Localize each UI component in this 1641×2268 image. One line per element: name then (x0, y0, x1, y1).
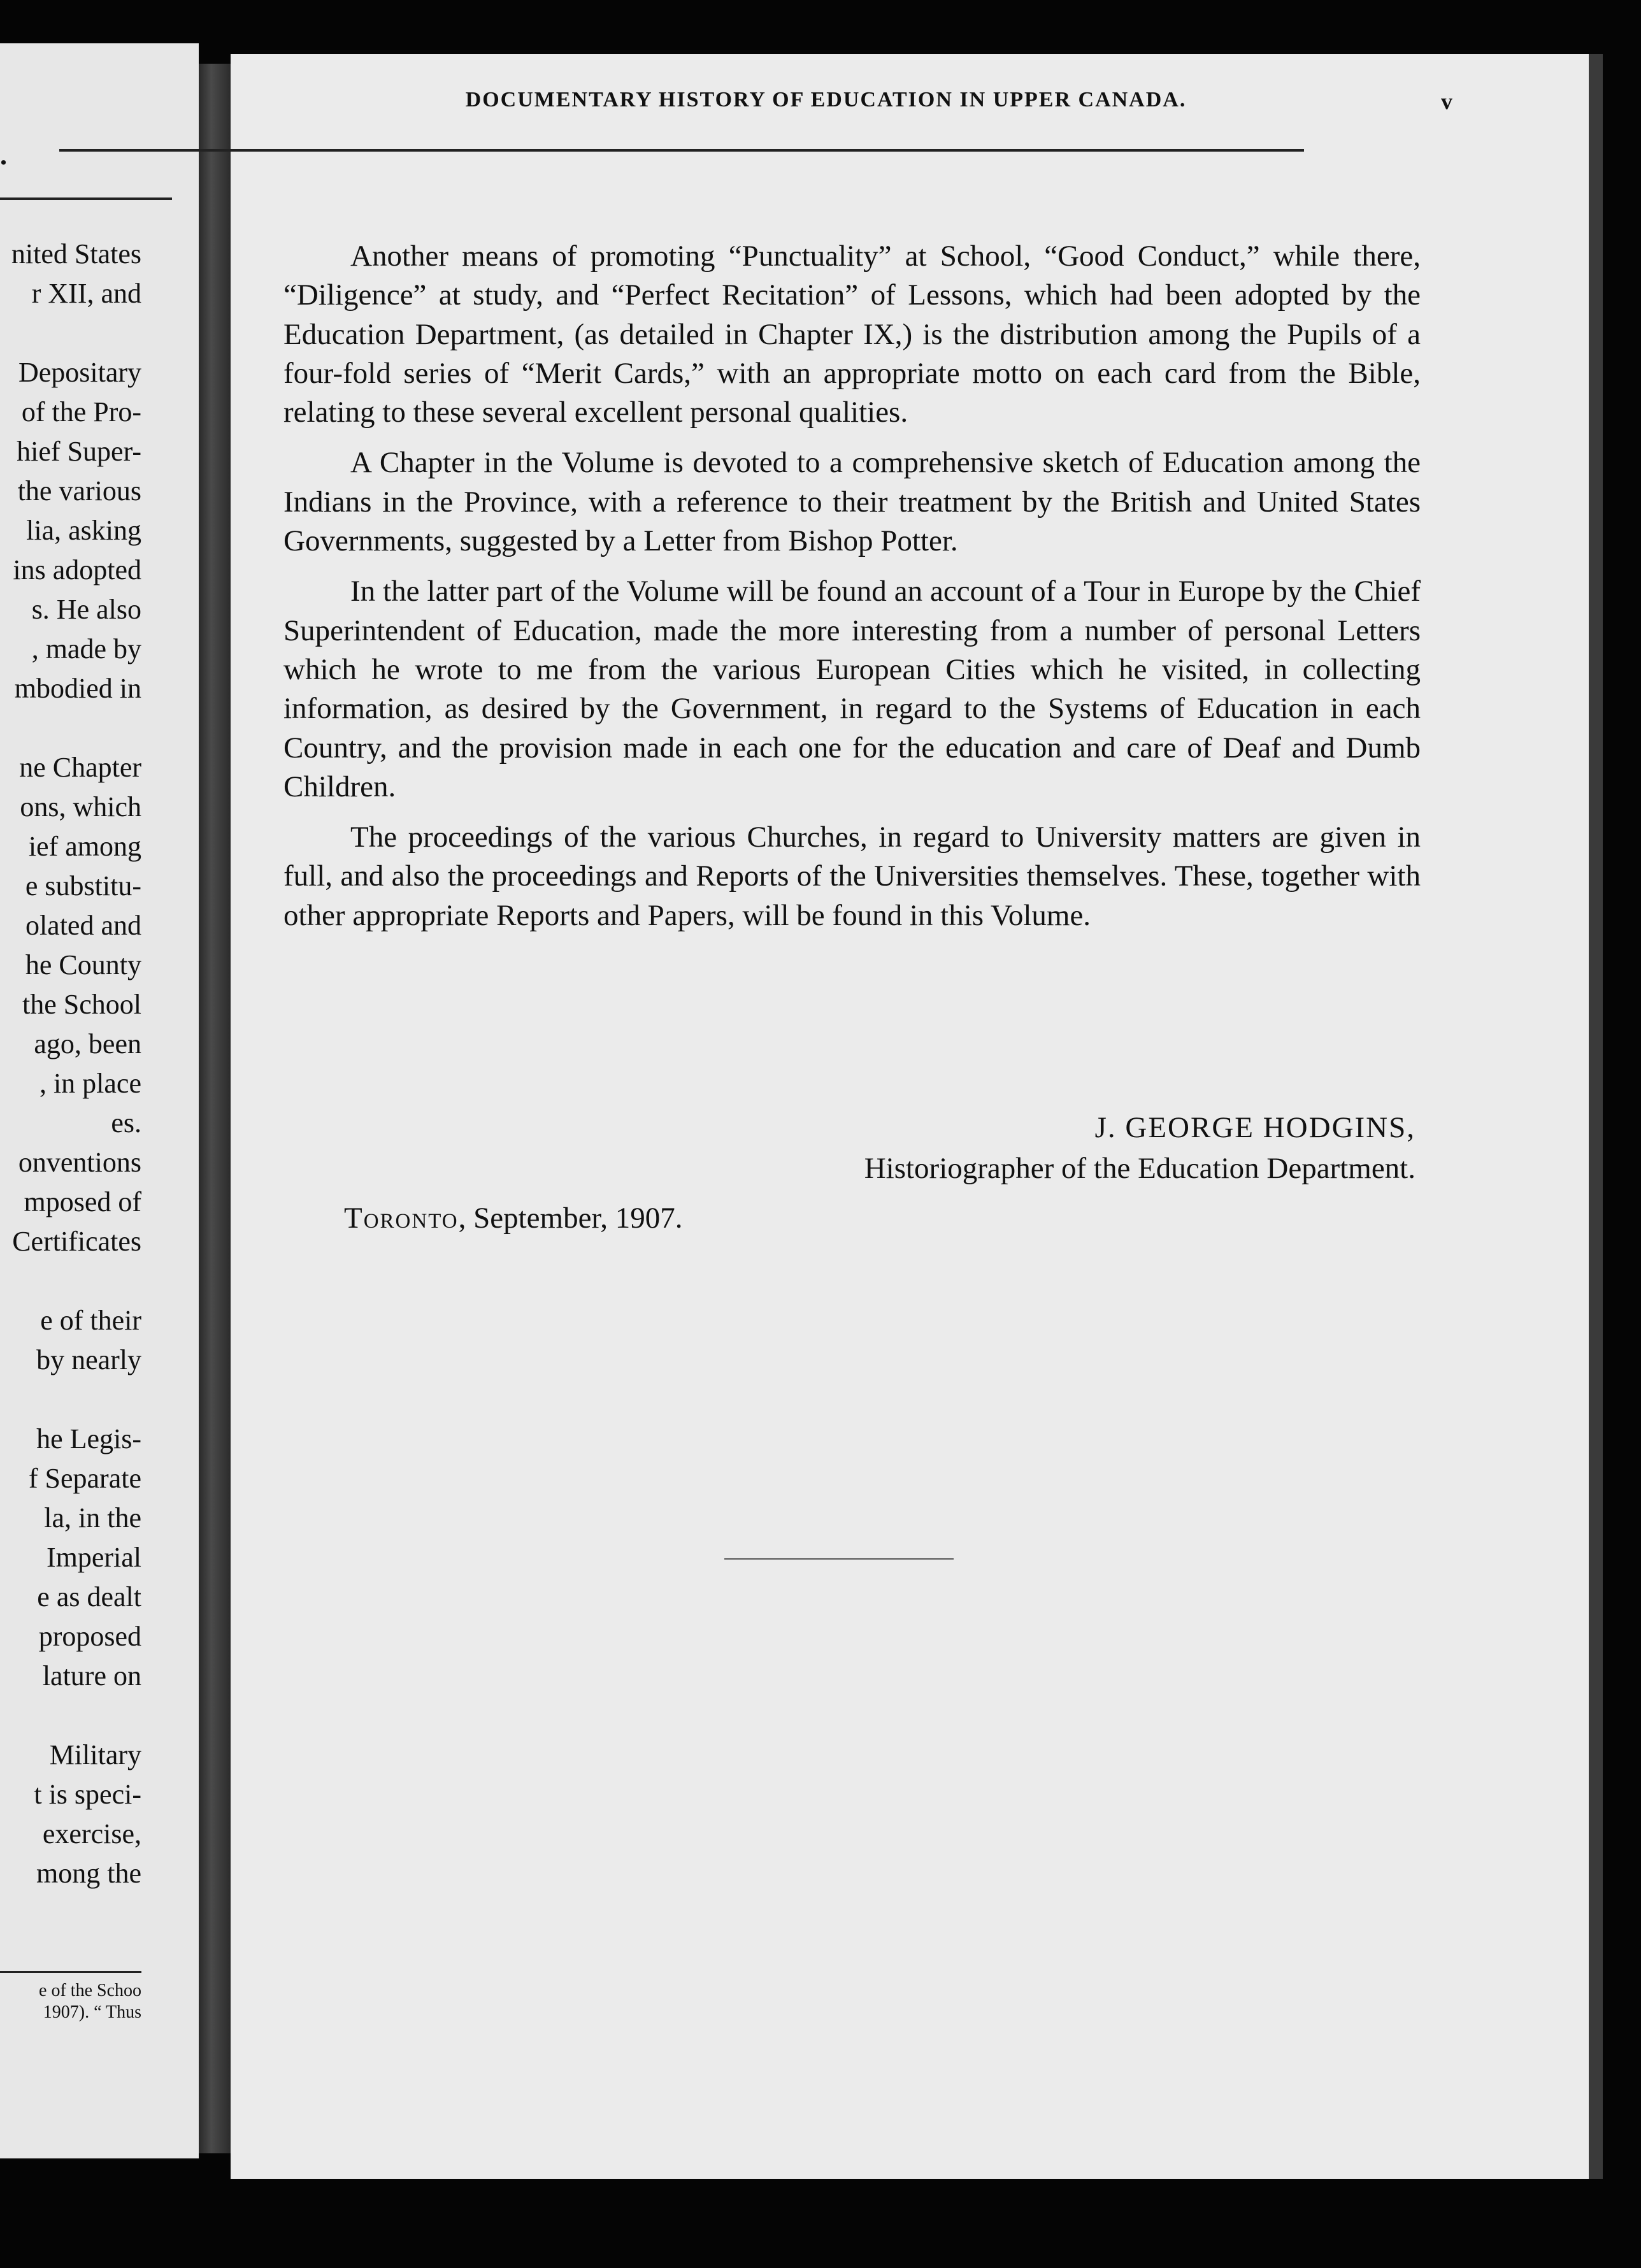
signature-title: Historiographer of the Education Department. (864, 1152, 1415, 1185)
left-page-line: the School (22, 989, 141, 1020)
left-page-line: ins adopted (13, 554, 141, 585)
left-page-line: mposed of (24, 1186, 141, 1217)
left-page-line: he Legis- (36, 1423, 141, 1454)
left-page-header-rule (0, 197, 172, 200)
left-page-line: by nearly (36, 1344, 141, 1375)
left-page-line: mbodied in (14, 673, 141, 704)
left-page-footnote-rule (0, 1971, 141, 1973)
body-text (283, 237, 1421, 947)
left-page-line: es. (111, 1107, 141, 1138)
left-page-line: olated and (25, 910, 141, 941)
left-page-footnote-line: e of the Schoo (39, 1981, 141, 2000)
left-page-line: e of their (40, 1305, 141, 1336)
left-page-line: , made by (31, 633, 141, 664)
signature-name: J. GEORGE HODGINS, (1094, 1111, 1415, 1144)
left-page-text (0, 234, 141, 1893)
left-page-footnote-line: 1907). “ Thus (43, 2002, 141, 2022)
left-page-line: Military (49, 1739, 141, 1770)
signature-block (637, 1107, 1415, 1189)
paragraph: Another means of promoting “Punctuality” at School, “Good Conduct,” while there, “Diligence” at study, and “Perfect Recitation” of Lessons, which had been adopted by the Education Department, (as detailed in Chapter IX,) is the distribution among the Pupils of a four-fold series of “Merit Cards,” with an appropriate motto on each card from the Bible, relating to these several excellent personal qualities. (283, 240, 1421, 429)
paragraph: In the latter part of the Volume will be found an account of a Tour in Europe by the Chief Superintendent of Education, made the more interesting from a number of personal Letters which he wrote to me from the various European Cities which he visited, in collecting information, as desired by the Government, in regard to the Systems of Education in each Country, and the provision made in each one for the education and care of Deaf and Dumb Children. (283, 575, 1421, 803)
header-title: DOCUMENTARY HISTORY OF EDUCATION IN UPPER CANADA. (465, 88, 1187, 111)
left-page-line: nited States (11, 238, 141, 269)
left-page-line: Depositary (18, 357, 141, 388)
left-page-fragment (0, 43, 199, 2158)
left-page-line: the various (17, 475, 141, 506)
page-number: v (1441, 89, 1452, 114)
left-page-line: s. He also (31, 594, 141, 625)
left-page-line: la, in the (44, 1502, 141, 1533)
left-page-line: , in place (39, 1068, 141, 1099)
left-page-line: Imperial (46, 1542, 141, 1573)
left-page-line: f Separate (28, 1463, 141, 1494)
left-page-line (0, 1696, 141, 1735)
left-page-line: e as dealt (37, 1581, 141, 1612)
paragraph: A Chapter in the Volume is devoted to a comprehensive sketch of Education among the Indians in the Province, with a reference to their treatment by the British and United States Governments, suggested by a Letter from Bishop Potter. (283, 446, 1421, 558)
running-header (199, 88, 1452, 126)
left-page-line: lia, asking (26, 515, 141, 546)
left-page-line (0, 708, 141, 748)
left-page-line: he County (25, 949, 141, 980)
left-page-line: lature on (42, 1660, 141, 1691)
dateline-date: , September, 1907. (458, 1202, 683, 1235)
book-gutter (199, 64, 231, 2153)
left-page-line: Certificates (12, 1226, 141, 1257)
left-page-line (0, 1261, 141, 1301)
left-page-line: hief Super- (17, 436, 141, 467)
left-page-line: ne Chapter (19, 752, 141, 783)
left-page-line: e substitu- (25, 870, 141, 901)
left-page-line: proposed (38, 1621, 141, 1652)
left-page-line: r XII, and (31, 278, 141, 309)
left-page-line: mong the (36, 1858, 141, 1889)
left-page-line: ief among (28, 831, 141, 862)
left-page-footnote (0, 1980, 141, 2023)
left-page-line: ons, which (20, 791, 141, 822)
left-page-line (0, 313, 141, 353)
header-rule (59, 149, 1304, 152)
left-page-line: onventions (18, 1147, 141, 1178)
left-page-top-mark: . (0, 140, 7, 171)
paragraph: The proceedings of the various Churches, in regard to University matters are given in full, and also the proceedings and Reports of the Universities themselves. These, together with other appropriate Reports and Papers, will be found in this Volume. (283, 821, 1421, 932)
left-page-line (0, 1380, 141, 1419)
left-page-line: exercise, (42, 1818, 141, 1849)
left-page-line: ago, been (34, 1028, 141, 1059)
dateline-place: Toronto (344, 1202, 459, 1235)
left-page-line: of the Pro- (21, 396, 141, 427)
left-page-line: t is speci- (34, 1779, 141, 1810)
dateline (344, 1201, 682, 1235)
end-rule (724, 1558, 954, 1560)
